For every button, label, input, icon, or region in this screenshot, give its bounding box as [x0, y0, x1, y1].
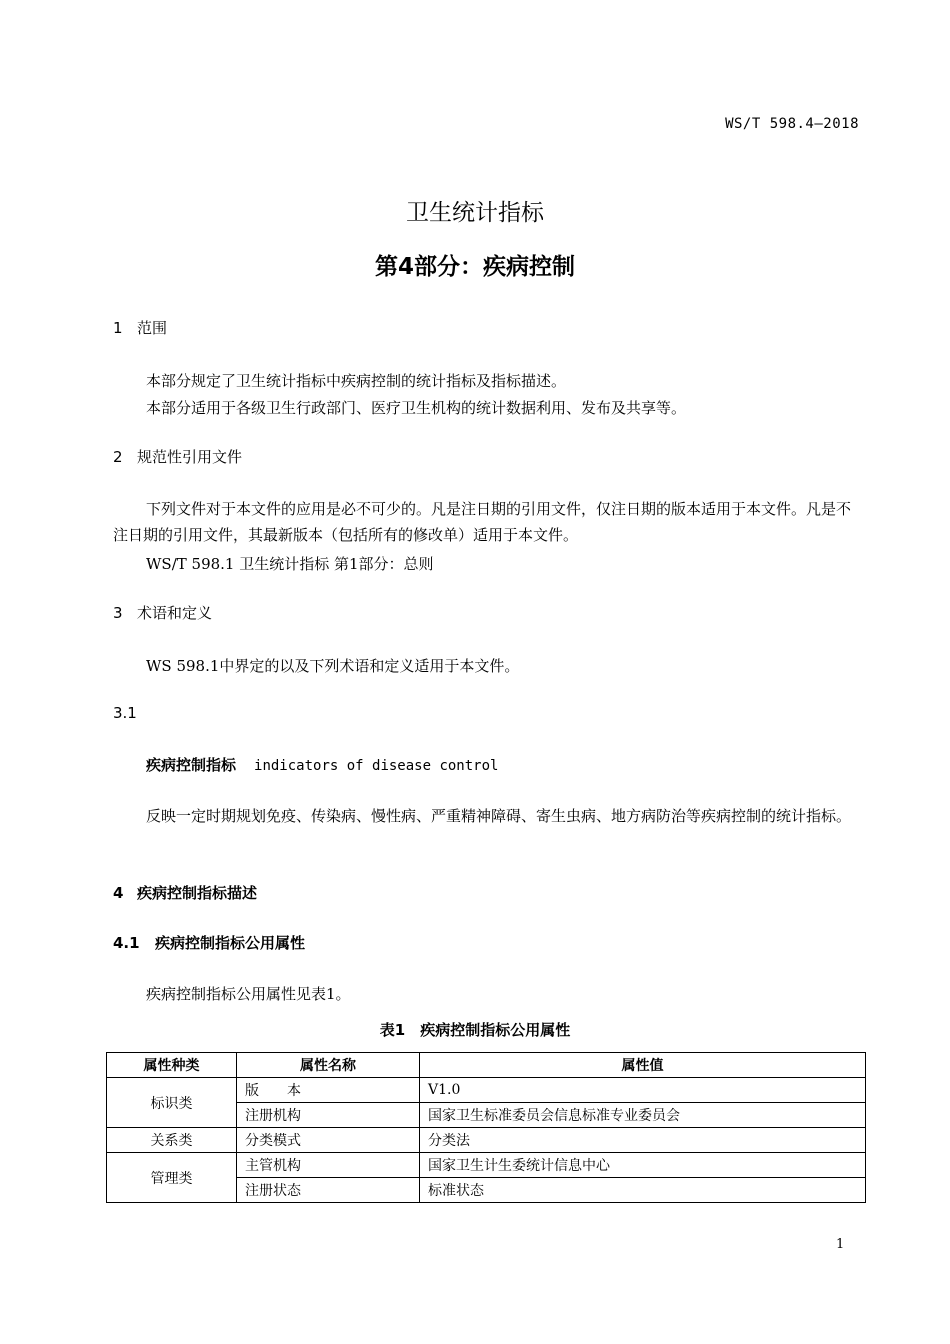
column-header: 属性值: [420, 1053, 866, 1078]
section-heading-scope: [113, 317, 167, 338]
section-number: 2: [113, 448, 123, 466]
table-header-row: [107, 1053, 866, 1078]
table-caption: 表1 疾病控制指标公用属性: [379, 1021, 571, 1039]
attribute-value: 国家卫生标准委员会信息标准专业委员会: [420, 1103, 866, 1128]
attribute-name: 注册状态: [237, 1178, 420, 1203]
reference-item: WS/T 598.1 卫生统计指标 第1部分：总则: [146, 555, 434, 573]
attribute-category: 管理类: [107, 1153, 237, 1203]
column-header: 属性种类: [107, 1053, 237, 1078]
column-header: 属性名称: [237, 1053, 420, 1078]
table-row: [107, 1153, 866, 1178]
attribute-name: 主管机构: [237, 1153, 420, 1178]
section-title: 术语和定义: [137, 604, 213, 622]
section-number: 4: [113, 884, 124, 902]
subsection-heading-common-attributes: [113, 932, 305, 953]
section-heading-indicator-description: [113, 882, 257, 903]
table-row: [107, 1128, 866, 1153]
scope-paragraph-2: 本部分适用于各级卫生行政部门、医疗卫生机构的统计数据利用、发布及共享等。: [146, 399, 687, 417]
attribute-category: 标识类: [107, 1078, 237, 1128]
standard-code: WS/T 598.4—2018: [725, 116, 859, 132]
section-title: 范围: [137, 319, 168, 337]
attribute-value: 国家卫生计生委统计信息中心: [420, 1153, 866, 1178]
attribute-category: 关系类: [107, 1128, 237, 1153]
document-subtitle: 第4部分：疾病控制: [374, 254, 575, 280]
page-number: 1: [836, 1237, 845, 1252]
table-row: [107, 1078, 866, 1103]
term-entry: [146, 754, 498, 775]
terms-paragraph: WS 598.1中界定的以及下列术语和定义适用于本文件。: [146, 657, 520, 675]
subsection-number: 4.1: [113, 934, 140, 952]
common-attributes-paragraph: 疾病控制指标公用属性见表1。: [146, 985, 351, 1003]
section-heading-normative-references: [113, 446, 242, 467]
section-title: 疾病控制指标描述: [137, 884, 258, 902]
attributes-table: [106, 1052, 866, 1203]
term-number: 3.1: [113, 704, 137, 722]
section-number: 1: [113, 319, 123, 337]
attribute-name: 注册机构: [237, 1103, 420, 1128]
subsection-title: 疾病控制指标公用属性: [155, 934, 306, 952]
attribute-value: V1.0: [420, 1078, 866, 1103]
section-title: 规范性引用文件: [137, 448, 243, 466]
attribute-name: 分类模式: [237, 1128, 420, 1153]
term-english: indicators of disease control: [254, 758, 499, 774]
term-definition: 反映一定时期规划免疫、传染病、慢性病、严重精神障碍、寄生虫病、地方病防治等疾病控制的统计指标。: [146, 807, 852, 825]
section-heading-terms: [113, 602, 212, 623]
section-number: 3: [113, 604, 123, 622]
attribute-value: 标准状态: [420, 1178, 866, 1203]
document-title: 卫生统计指标: [406, 200, 544, 226]
attribute-name: 版 本: [237, 1078, 420, 1103]
scope-paragraph-1: 本部分规定了卫生统计指标中疾病控制的统计指标及指标描述。: [146, 372, 567, 390]
attribute-value: 分类法: [420, 1128, 866, 1153]
normative-references-paragraph: 下列文件对于本文件的应用是必不可少的。凡是注日期的引用文件，仅注日期的版本适用于本文件。凡是不注日期的引用文件，其最新版本（包括所有的修改单）适用于本文件。: [113, 500, 852, 544]
term-chinese: 疾病控制指标: [146, 756, 237, 774]
